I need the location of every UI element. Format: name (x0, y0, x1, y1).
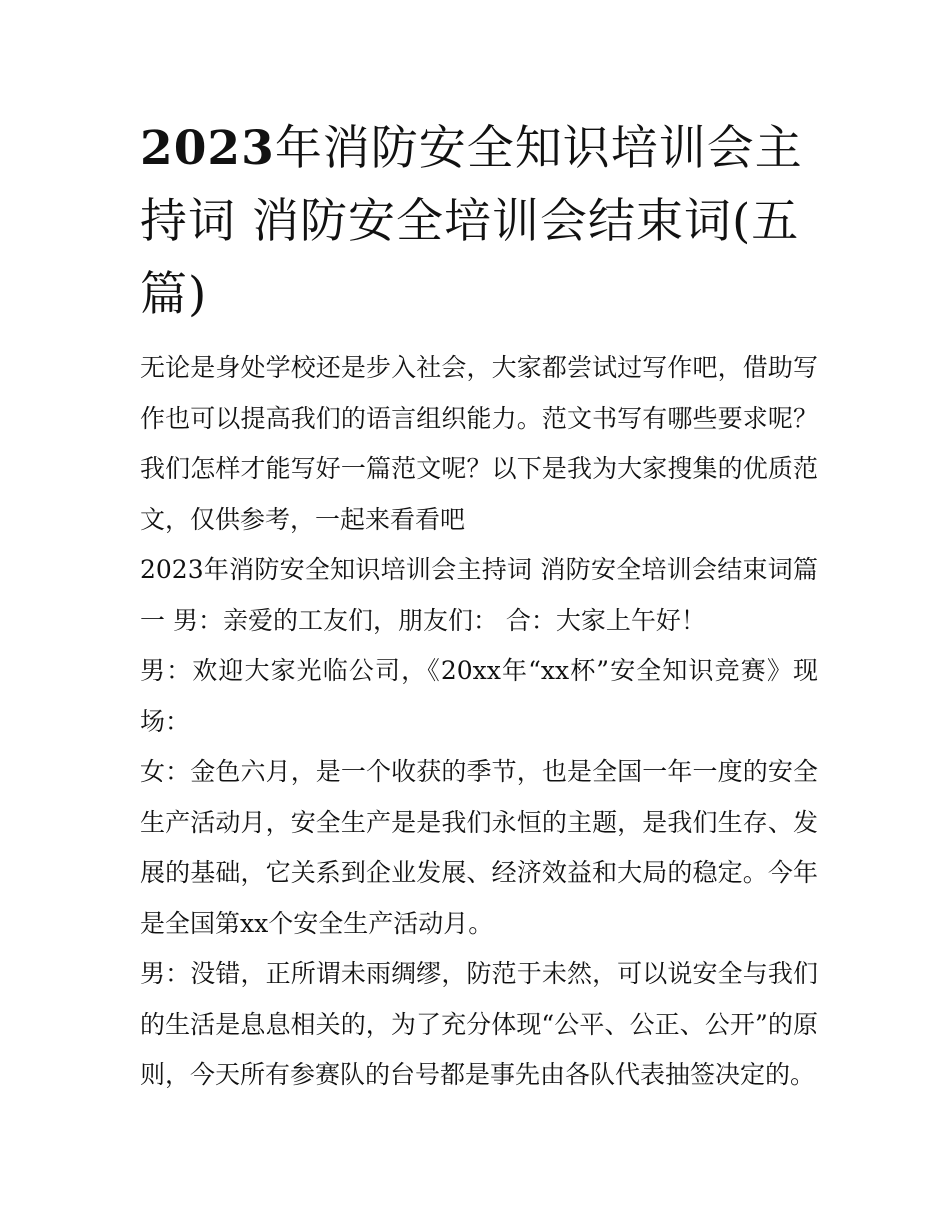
paragraph-female-june: 女：金色六月，是一个收获的季节，也是全国一年一度的安全生产活动月，安全生产是是我们永恒的主题，是我们生存、发展的基础，它关系到企业发展、经济效益和大局的稳定。今年是全国第xx个安全生产活动月。 (140, 757, 818, 938)
title-year: 2023 (140, 121, 275, 176)
paragraph-intro: 无论是身处学校还是步入社会，大家都尝试过写作吧，借助写作也可以提高我们的语言组织能力。范文书写有哪些要求呢？我们怎样才能写好一篇范文呢？以下是我为大家搜集的优质范文，仅供参考，一起来看看吧 (140, 353, 818, 534)
document-title (140, 112, 818, 331)
paragraph-male-rules: 男：没错，正所谓未雨绸缪，防范于未然，可以说安全与我们的生活是息息相关的，为了充分体现“公平、公正、公开”的原则，今天所有参赛队的台号都是事先由各队代表抽签决定的。 (140, 959, 818, 1089)
paragraph-heading-part-one: 2023年消防安全知识培训会主持词 消防安全培训会结束词篇一 男：亲爱的工友们，朋友们： 合：大家上午好！ (140, 555, 818, 635)
document-body (140, 343, 818, 1101)
document-page (140, 112, 818, 1101)
paragraph-male-welcome: 男：欢迎大家光临公司，《20xx年“xx杯”安全知识竞赛》现场： (140, 656, 818, 736)
title-text: 年消防安全知识培训会主持词 消防安全培训会结束词(五篇) (140, 121, 803, 322)
